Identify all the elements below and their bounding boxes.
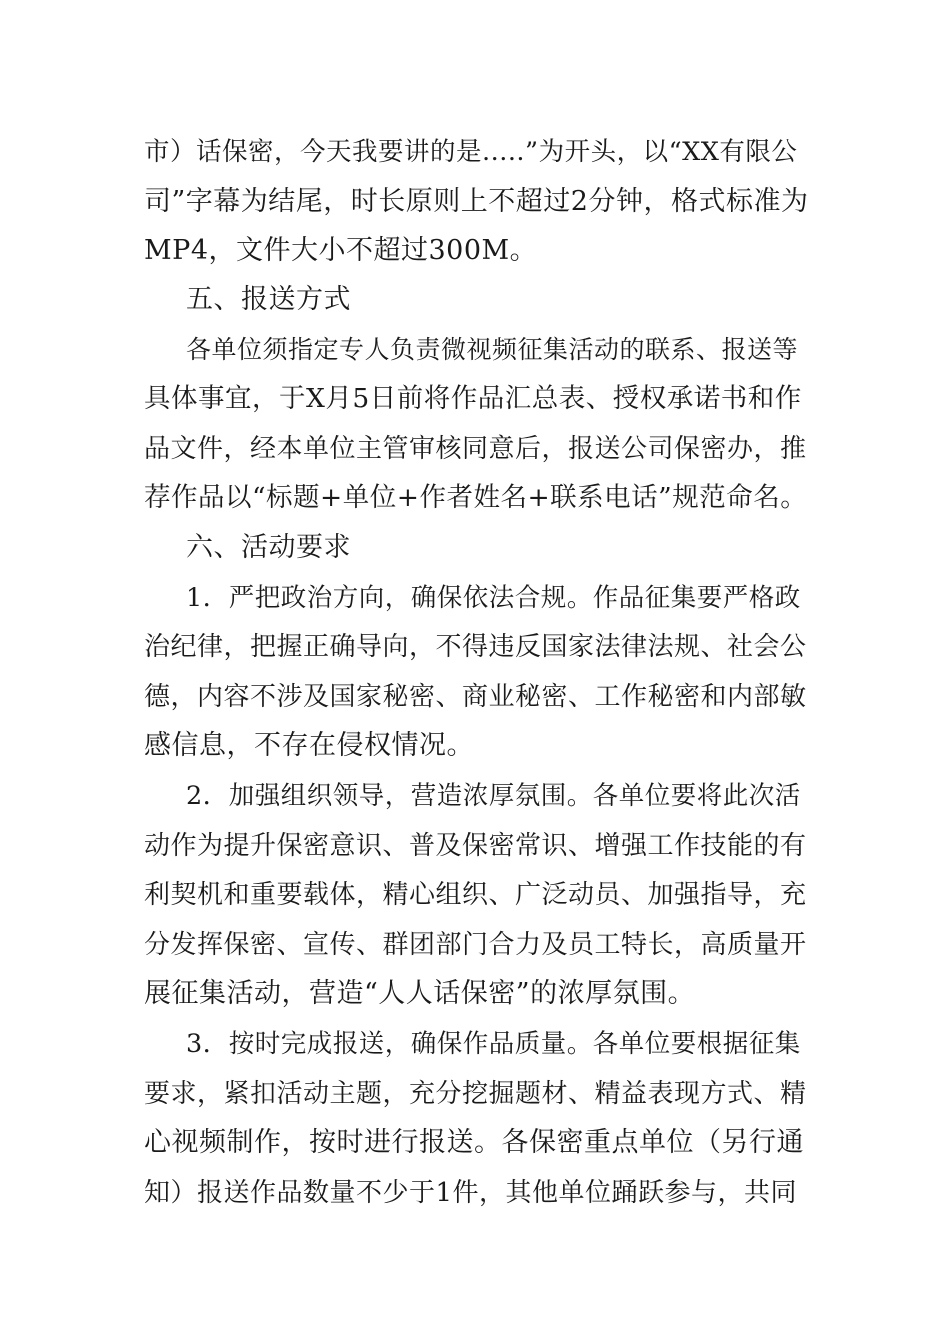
text-line: 具体事宜，于X月5日前将作品汇总表、授权承诺书和作: [144, 383, 802, 414]
text-line: MP4，文件大小不超过300M。: [144, 235, 538, 266]
text-line: 动作为提升保密意识、普及保密常识、增强工作技能的有: [144, 831, 807, 861]
text-line: 要求，紧扣活动主题，充分挖掘题材、精益表现方式、精: [144, 1079, 807, 1109]
text-line: 展征集活动，营造“人人话保密”的浓厚氛围。: [144, 978, 696, 1009]
text-line: 治纪律，把握正确导向，不得违反国家法律法规、社会公: [144, 632, 807, 662]
text-line: 感信息，不存在侵权情况。: [144, 730, 474, 761]
section-heading-submission: 五、报送方式: [186, 284, 351, 315]
text-line: 利契机和重要载体，精心组织、广泛动员、加强指导，充: [144, 880, 807, 910]
list-item-2: 2．加强组织领导，营造浓厚氛围。各单位要将此次活: [186, 781, 801, 811]
list-item-1: 1．严把政治方向，确保依法合规。作品征集要严格政: [186, 583, 801, 613]
text-line: 市）话保密，今天我要讲的是.....”为开头，以“XX有限公: [144, 137, 798, 167]
text-line: 品文件，经本单位主管审核同意后，报送公司保密办，推: [144, 434, 807, 464]
list-item-3: 3．按时完成报送，确保作品质量。各单位要根据征集: [186, 1029, 801, 1059]
text-line: 德，内容不涉及国家秘密、商业秘密、工作秘密和内部敏: [144, 682, 807, 712]
text-line: 分发挥保密、宣传、群团部门合力及员工特长，高质量开: [144, 930, 807, 960]
text-line: 各单位须指定专人负责微视频征集活动的联系、报送等: [186, 335, 799, 364]
text-line: 知）报送作品数量不少于1件，其他单位踊跃参与，共同: [144, 1178, 798, 1208]
section-heading-requirements: 六、活动要求: [186, 532, 351, 563]
text-line: 司”字幕为结尾，时长原则上不超过2分钟，格式标准为: [144, 186, 809, 217]
text-line: 荐作品以“标题+单位+作者姓名+联系电话”规范命名。: [144, 482, 808, 513]
text-line: 心视频制作，按时进行报送。各保密重点单位（另行通: [144, 1127, 804, 1158]
